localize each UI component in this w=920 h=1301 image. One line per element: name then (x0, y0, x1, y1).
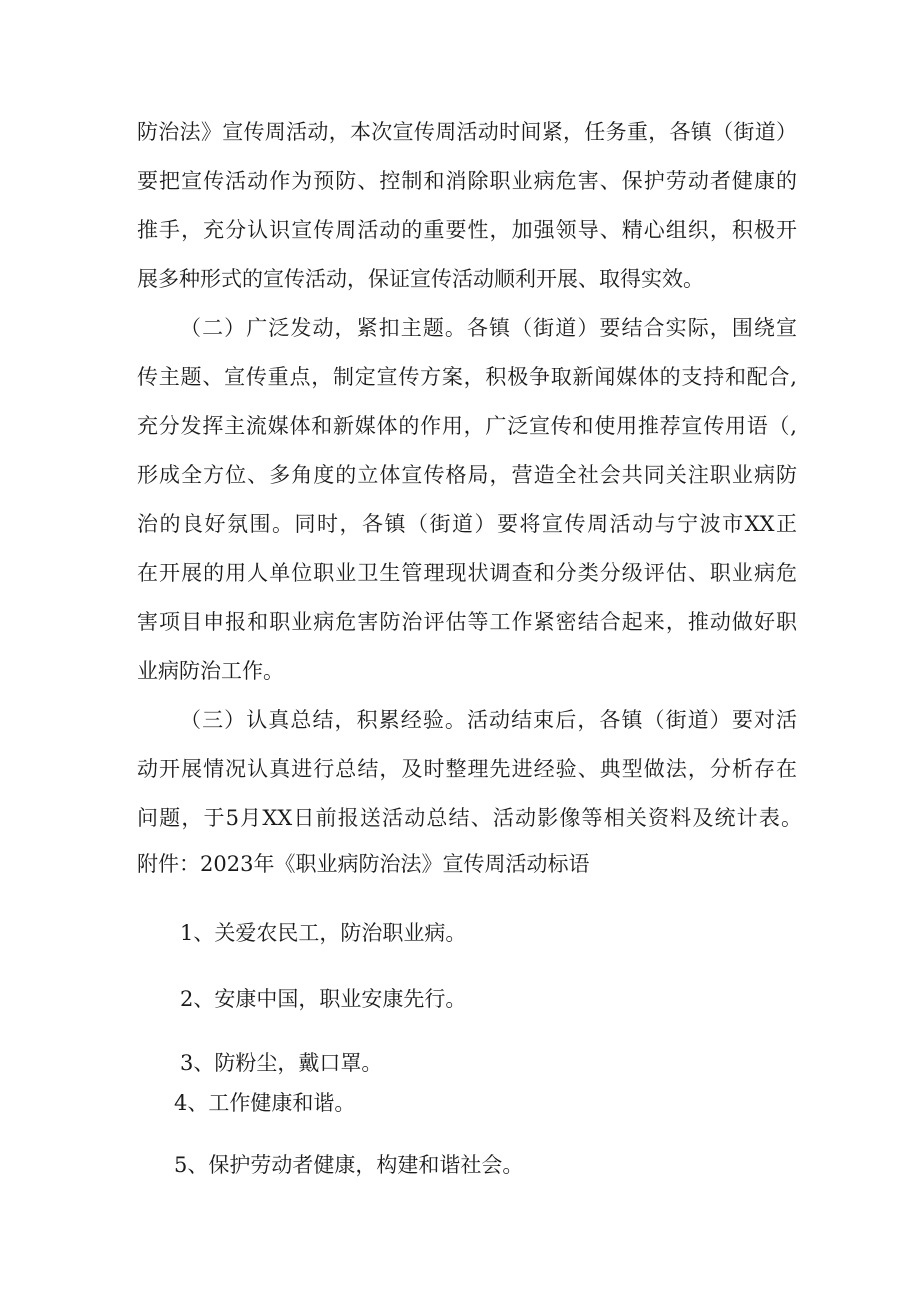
paragraph-line: （三）认真总结，积累经验。活动结束后，各镇（街道）要对活 (180, 708, 797, 732)
list-item: 1、关爱农民工，防治职业病。 (180, 921, 467, 945)
paragraph-line: 动开展情况认真进行总结，及时整理先进经验、典型做法，分析存在 (137, 757, 797, 781)
list-item: 3、防粉尘，戴口罩。 (180, 1051, 383, 1075)
paragraph-line: 要把宣传活动作为预防、控制和消除职业病危害、保护劳动者健康的 (137, 169, 797, 193)
paragraph-line: 防治法》宣传周活动，本次宣传周活动时间紧，任务重，各镇（街道） (137, 120, 797, 144)
paragraph-line: 传主题、宣传重点，制定宣传方案，积极争取新闻媒体的支持和配合, (137, 365, 797, 389)
paragraph-line: 业病防治工作。 (137, 659, 284, 683)
paragraph-line: 推手，充分认识宣传周活动的重要性，加强领导、精心组织，积极开 (137, 218, 797, 242)
paragraph-line: （二）广泛发动，紧扣主题。各镇（街道）要结合实际，围绕宣 (180, 316, 797, 340)
paragraph-line: 问题，于5月XX日前报送活动总结、活动影像等相关资料及统计表。 (137, 806, 802, 830)
paragraph-line: 形成全方位、多角度的立体宣传格局，营造全社会共同关注职业病防 (137, 463, 797, 487)
attachment-title: 附件：2023年《职业病防治法》宣传周活动标语 (137, 852, 590, 876)
paragraph-line: 在开展的用人单位职业卫生管理现状调查和分类分级评估、职业病危 (137, 561, 797, 585)
list-item: 4、工作健康和谐。 (174, 1091, 356, 1115)
paragraph-line: 害项目申报和职业病危害防治评估等工作紧密结合起来，推动做好职 (137, 610, 797, 634)
list-item: 5、保护劳动者健康，构建和谐社会。 (174, 1153, 524, 1177)
paragraph-line: 展多种形式的宣传活动，保证宣传活动顺利开展、取得实效。 (137, 267, 704, 291)
list-item: 2、安康中国，职业安康先行。 (180, 987, 467, 1011)
paragraph-line: 治的良好氛围。同时，各镇（街道）要将宣传周活动与宁波市XX正 (137, 512, 797, 536)
paragraph-line: 充分发挥主流媒体和新媒体的作用，广泛宣传和使用推荐宣传用语（, (137, 414, 797, 438)
